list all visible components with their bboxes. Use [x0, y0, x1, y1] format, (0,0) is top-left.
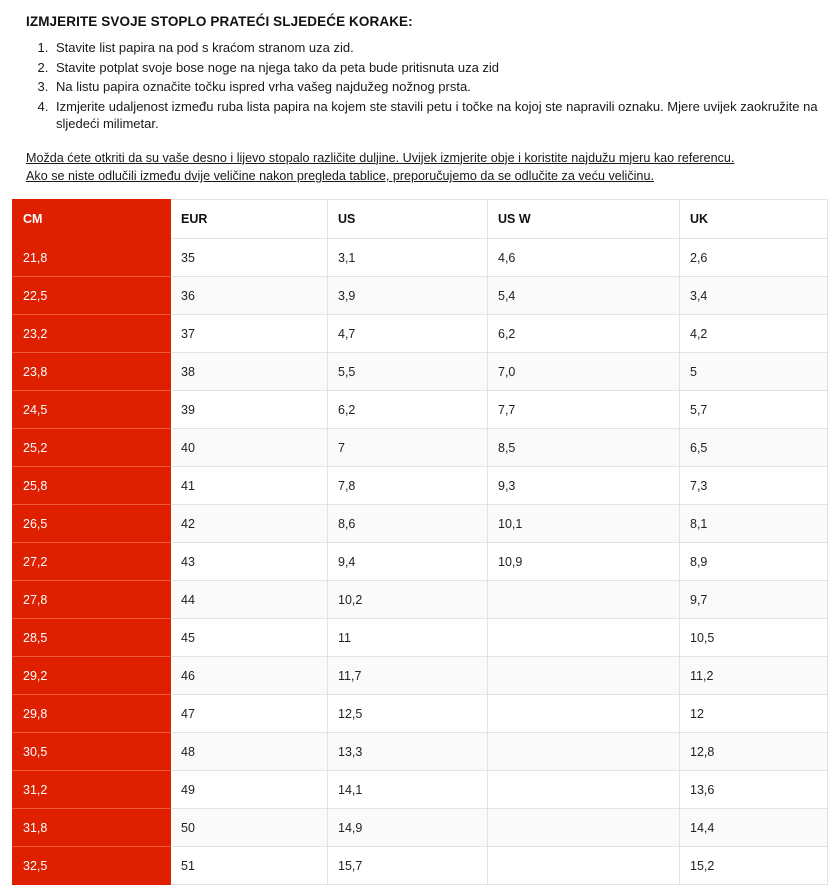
table-cell: 38: [171, 353, 328, 391]
table-cell: 27,2: [13, 543, 171, 581]
table-cell: 7,3: [680, 467, 828, 505]
table-cell: 7,8: [328, 467, 488, 505]
table-cell: 47: [171, 695, 328, 733]
table-cell: 4,2: [680, 315, 828, 353]
table-cell: 11,2: [680, 657, 828, 695]
table-cell: 25,2: [13, 429, 171, 467]
table-row: [13, 619, 828, 657]
table-cell: [488, 809, 680, 847]
table-cell: 49: [171, 771, 328, 809]
table-cell: 3,1: [328, 239, 488, 277]
table-header-row: [13, 200, 828, 239]
table-cell: 12,8: [680, 733, 828, 771]
table-cell: 32,5: [13, 847, 171, 885]
table-cell: 15,2: [680, 847, 828, 885]
table-cell: 50: [171, 809, 328, 847]
table-cell: 5,4: [488, 277, 680, 315]
table-cell: 10,1: [488, 505, 680, 543]
table-cell: [488, 657, 680, 695]
table-cell: 40: [171, 429, 328, 467]
table-cell: 8,5: [488, 429, 680, 467]
table-cell: 7: [328, 429, 488, 467]
table-row: [13, 391, 828, 429]
table-cell: 5,7: [680, 391, 828, 429]
table-cell: 37: [171, 315, 328, 353]
table-cell: 26,5: [13, 505, 171, 543]
table-cell: 12,5: [328, 695, 488, 733]
table-cell: 28,5: [13, 619, 171, 657]
table-row: [13, 277, 828, 315]
table-cell: 29,2: [13, 657, 171, 695]
column-header-us: US: [328, 200, 488, 239]
table-cell: 30,5: [13, 733, 171, 771]
table-cell: [488, 619, 680, 657]
table-cell: 23,8: [13, 353, 171, 391]
measurement-steps-list: [12, 39, 827, 133]
table-row: [13, 809, 828, 847]
table-cell: 9,3: [488, 467, 680, 505]
table-row: [13, 771, 828, 809]
table-cell: 6,2: [488, 315, 680, 353]
table-row: [13, 353, 828, 391]
table-cell: 8,1: [680, 505, 828, 543]
table-row: [13, 239, 828, 277]
size-guide-page: [0, 0, 839, 185]
table-cell: 42: [171, 505, 328, 543]
table-cell: 6,2: [328, 391, 488, 429]
table-cell: 3,9: [328, 277, 488, 315]
table-cell: [488, 771, 680, 809]
table-cell: 31,8: [13, 809, 171, 847]
table-cell: 10,9: [488, 543, 680, 581]
list-item: 1. Stavite list papira na pod s kraćom stranom uza zid.: [52, 39, 827, 57]
table-cell: 22,5: [13, 277, 171, 315]
table-row: [13, 581, 828, 619]
column-header-uk: UK: [680, 200, 828, 239]
table-cell: 3,4: [680, 277, 828, 315]
sizing-note-line-1: Možda ćete otkriti da su vaše desno i lijevo stopalo različite duljine. Uvijek izmjerite obje i koristite najdužu mjeru kao referencu.: [26, 150, 735, 165]
table-cell: 9,4: [328, 543, 488, 581]
table-cell: 7,7: [488, 391, 680, 429]
column-header-eur: EUR: [171, 200, 328, 239]
list-item: 2. Stavite potplat svoje bose noge na njega tako da peta bude pritisnuta uza zid: [52, 59, 827, 77]
table-cell: 5: [680, 353, 828, 391]
table-cell: 51: [171, 847, 328, 885]
table-cell: [488, 733, 680, 771]
table-cell: 12: [680, 695, 828, 733]
table-cell: 45: [171, 619, 328, 657]
table-cell: 14,1: [328, 771, 488, 809]
list-item: 3. Na listu papira označite točku ispred vrha vašeg najdužeg nožnog prsta.: [52, 78, 827, 96]
table-cell: 13,6: [680, 771, 828, 809]
size-conversion-table: [12, 199, 828, 885]
table-cell: 31,2: [13, 771, 171, 809]
table-cell: 25,8: [13, 467, 171, 505]
table-cell: 36: [171, 277, 328, 315]
table-cell: 23,2: [13, 315, 171, 353]
table-cell: 6,5: [680, 429, 828, 467]
table-cell: 4,6: [488, 239, 680, 277]
table-cell: 46: [171, 657, 328, 695]
sizing-note: [26, 149, 827, 186]
table-cell: 2,6: [680, 239, 828, 277]
table-cell: 14,9: [328, 809, 488, 847]
table-cell: 4,7: [328, 315, 488, 353]
table-cell: 9,7: [680, 581, 828, 619]
table-row: [13, 505, 828, 543]
table-row: [13, 847, 828, 885]
table-cell: 14,4: [680, 809, 828, 847]
table-cell: 10,2: [328, 581, 488, 619]
table-cell: 13,3: [328, 733, 488, 771]
column-header-cm: CM: [13, 200, 171, 239]
size-table-wrapper: [0, 199, 839, 885]
table-row: [13, 543, 828, 581]
table-cell: 10,5: [680, 619, 828, 657]
table-cell: 43: [171, 543, 328, 581]
table-row: [13, 733, 828, 771]
table-cell: 39: [171, 391, 328, 429]
table-cell: 44: [171, 581, 328, 619]
table-cell: 7,0: [488, 353, 680, 391]
table-cell: 21,8: [13, 239, 171, 277]
table-cell: 29,8: [13, 695, 171, 733]
table-cell: 24,5: [13, 391, 171, 429]
table-row: [13, 429, 828, 467]
table-cell: 8,9: [680, 543, 828, 581]
table-cell: 11,7: [328, 657, 488, 695]
table-cell: [488, 581, 680, 619]
table-cell: 15,7: [328, 847, 488, 885]
table-row: [13, 695, 828, 733]
table-row: [13, 315, 828, 353]
page-title: IZMJERITE SVOJE STOPLO PRATEĆI SLJEDEĆE KORAKE:: [26, 14, 413, 29]
table-cell: 27,8: [13, 581, 171, 619]
list-item: 4. Izmjerite udaljenost između ruba lista papira na kojem ste stavili petu i točke na kojoj ste napravili oznaku. Mjere uvijek zaokružite na sljedeći milimetar.: [52, 98, 827, 133]
table-cell: [488, 695, 680, 733]
table-cell: 41: [171, 467, 328, 505]
table-cell: 5,5: [328, 353, 488, 391]
table-row: [13, 467, 828, 505]
table-cell: [488, 847, 680, 885]
table-cell: 35: [171, 239, 328, 277]
table-cell: 48: [171, 733, 328, 771]
table-body: [13, 239, 828, 885]
table-cell: 11: [328, 619, 488, 657]
table-cell: 8,6: [328, 505, 488, 543]
sizing-note-line-2: Ako se niste odlučili između dvije veličine nakon pregleda tablice, preporučujemo da se odlučite za veću veličinu.: [26, 168, 654, 183]
table-row: [13, 657, 828, 695]
column-header-us-w: US W: [488, 200, 680, 239]
table-header: [13, 200, 828, 239]
